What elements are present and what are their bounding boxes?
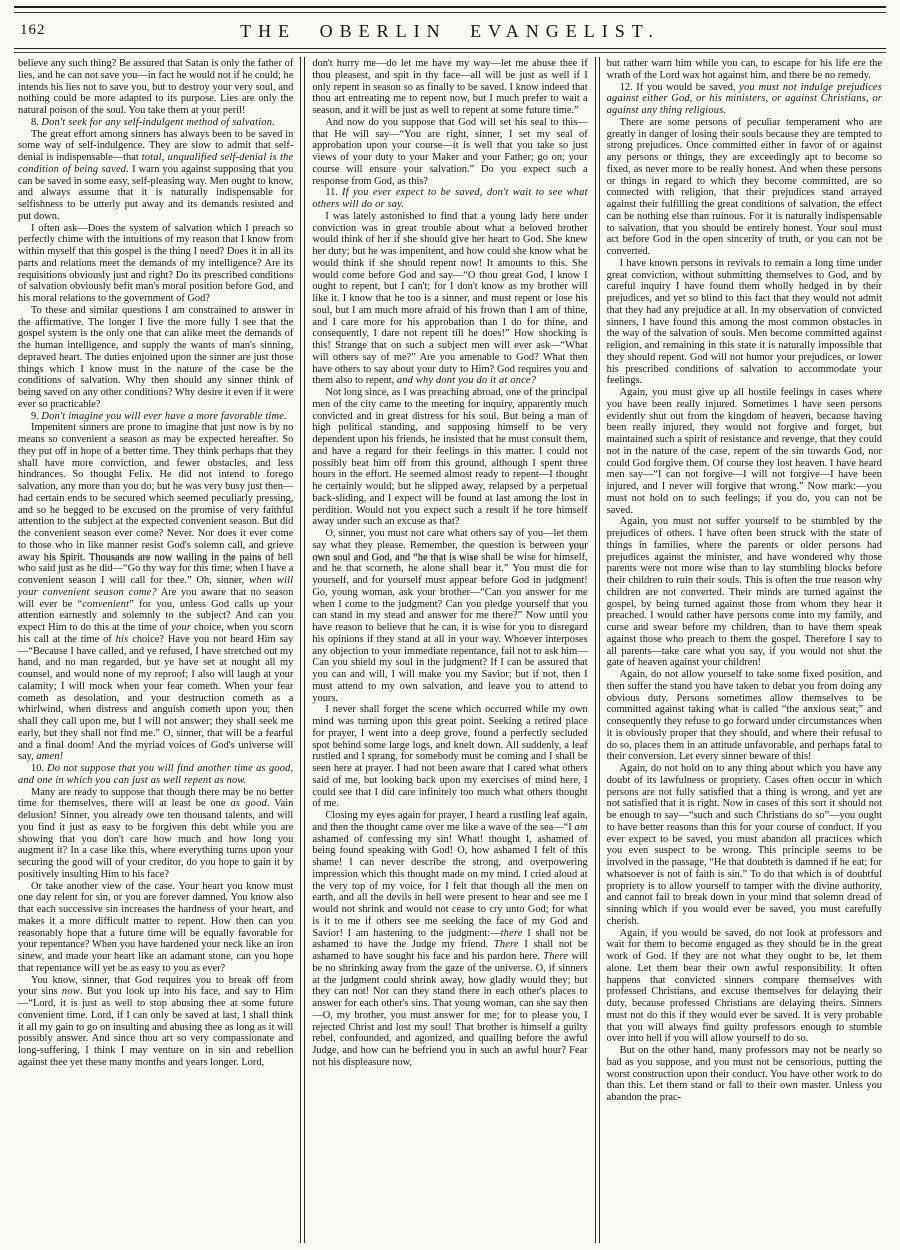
paragraph: I was lately astonished to find that a young lady here under conviction was in great trouble about what a beloved brother would think of her if she should give her heart to God. She knew her duty; but he was impenitent, and how could she know what he would think if she should repent now! It amounts to this. She would come before God and say—“O thou great God, I know I ought to repent, but I can't; for I don't know as my brother will like it. I know that he too is a sinner, and must repent or lose his soul, but I am much more afraid of his frown than I am of thine, and I care more for his approbation than I do for thine, and consequently, I dare not repent till he does!” How shocking is this! Strange that on such a subject men will ever ask—“What will others say of me?” Are you amenable to God? What then have others to say about your duty to Him? God requires you and them also to repent, and why dont you do it at once? [312, 210, 588, 387]
numbered-point: 9. Don't imagine you will ever have a more favorable time. [31, 410, 287, 422]
column-2 [306, 57, 593, 1243]
paragraph: Or take another view of the case. Your heart you know must one day relent for sin, or you are forever damned. You know also that each successive sin increases the hardness of your heart, and makes it a more difficult matter to repent. How then can you reasonably hope that a future time will be equally favorable for your repentance? When you have hardened your neck like an iron sinew, and made your heart like an adamant stone, can you hope that repentance will yet be as easy to you as ever? [18, 880, 294, 974]
column-1 [12, 57, 299, 1243]
paragraph: but rather warn him while you can, to escape for his life ere the wrath of the Lord wax hot against him, and there be no remedy. [606, 58, 882, 81]
paragraph: O, sinner, you must not care what others say of you—let them say what they please. Remember, the question is between your own soul and God, and “he that is wise shall be wise for himself, and he that scorneth, he alone shall bear it.” You must die for yourself, and for yourself must appear before God in judgment! Go, young woman, ask your brother—“Can you answer for me when I come to the judgment? Can you pledge yourself that you can stand in my stead and answer for me there?” Now until you have reason to believe that he can, it is wise for you to disregard his opinions if they stand at all in your way. Whoever interposes any objection to your immediate repentance, fail not to ask him—Can you shield my soul in the judgment? If I can be assured that you can and will, I will make you my Savior; but if not, then I must attend to my own salvation, and leave you to attend to yours. [312, 528, 588, 704]
paragraph: There are some persons of peculiar temperament who are greatly in danger of losing their souls because they are tempted to strong prejudices. Once committed either in favor of or against any persons or things, they are exceedingly apt to become so fixed, as never more to be really honest. And when these persons or things in regard to which they become committed, are so connected with religion, that their prejudices stand arrayed against their fulfilling the great conditions of salvation, the effect can be nothing else than ruinous. For it is naturally indispensable to salvation, that you should be entirely honest. Your soul must act before God in the open sincerity of truth, or you can not be converted. [606, 116, 882, 257]
paragraph: I never shall forget the scene which occurred while my own mind was turning upon this great point. Seeking a retired place for prayer, I went into a deep grove, found a perfectly secluded spot behind some large logs, and knelt down. All suddenly, a leaf rustled and I sprang, for somebody must be coming and I shall be seen here at prayer. I had not been aware that I cared what others said of me, but looking back upon my exercises of mind here, I could see that I did care infinitely too much what others thought of me. [312, 704, 588, 810]
top-double-rule [14, 6, 886, 13]
paragraph: Closing my eyes again for prayer, I heard a rustling leaf again, and then the thought came over me like a wave of the sea—“I am ashamed of confessing my sin! What! thought I, ashamed of being found speaking with God! O, how ashamed I felt of this shame! I can never describe the strong, and overpowering impression which this thought made on my mind. I cried aloud at the very top of my voice, for I felt that though all the men on earth, and all the devils in hell were present to hear and see me I would not shrink and would not cease to cry unto God; for what is it to me if others see me seeking the face of my God and Savior! I am hastening to the judgment:—there I shall not be ashamed to have the Judge my friend. There I shall not be ashamed to have sought his face and his pardon here. There will be no shrinking away from the gaze of the universe. O, if sinners at the judgment could shrink away, how gladly would they; but they can not! Nor can they stand there in each other's places to answer for each other's sins. That young woman, can she say then—O, my brother, you must answer for me; for to please you, I rejected Christ and lost my soul! That brother is himself a guilty rebel, confounded, and agonized, and quailing before the awful Judge, and how can he befriend you in such an awful hour? Fear not his displeasure now, [312, 810, 588, 1068]
paragraph: Not long since, as I was preaching abroad, one of the principal men of the city came to the meeting for inquiry, apparently much convicted and in great distress for his soul. But being a man of high political standing, and supposing himself to be very dependent upon his friends, he insisted that he must consult them, and have a regard for their feelings in this matter. I could not possibly beat him off from this ground, although I spent three hours in the effort. He seemed almost ready to repent—I thought he certainly would; but he slipped away, relapsed by a perpetual back-sliding, and I expect will be found at last among the lost in perdition. Would not you expect such a result if he tore himself away under such an excuse as that? [312, 387, 588, 528]
paragraph: To these and similar questions I am constrained to answer in the affirmative. The longer I live the more fully I see that the gospel system is the only one that can alike meet the demands of the human intelligence, and supply the wants of man's sinning, depraved heart. The duties enjoined upon the sinner are just those things which I know must in the nature of the case be the conditions of salvation. Why then should any sinner think of being saved on any other conditions? Why desire it even if it were ever so practicable? [18, 304, 294, 410]
page-number: 162 [20, 22, 46, 38]
paragraph: You know, sinner, that God requires you to break off from your sins now. But you look up into his face, and say to Him—“Lord, it is just as well to stop abusing thee at some future convenient time. Lord, if I can only be saved at last, I shall think it all my gain to go on insulting and abusing thee as long as it will possibly answer. And since thou art so very compassionate and long-suffering, I think I may venture on in sin and rebellion against thee yet these many months and years longer. Lord, [18, 974, 294, 1068]
paragraph: I often ask—Does the system of salvation which I preach so perfectly chime with the intuitions of my reason that I know from within myself that this gospel is the thing I need? Does it in all its parts and relations meet the demands of my intelligence? Are its requisitions obviously just and right? Do its prescribed conditions of salvation obviously befit man's moral position before God, and his moral relations to the government of God? [18, 222, 294, 304]
numbered-point: 8. Don't seek for any self-indulgent method of salvation. [31, 116, 275, 128]
paragraph: I have known persons in revivals to remain a long time under great conviction, without submitting themselves to God, and by careful inquiry I have found them wholly hedged in by their prejudices, and yet so blind to this fact that they would not admit that they had any prejudice at all. In my observation of convicted sinners, I have found this among the most common obstacles in the way of the salvation of souls. Men become committed against religion, and remaining in this state it is naturally impossible that they should repent. God will not humor your prejudices, or lower his prescribed conditions of salvation to accommodate your feelings. [606, 257, 882, 387]
column-3 [601, 57, 888, 1243]
paragraph: Again, do not allow yourself to take some fixed position, and then suffer the stand you have taken to debar you from doing any obvious duty. Persons sometimes allow themselves to be committed against taking what is called “the anxious seat;” and consequently they refuse to go forward under circumstances when it is obviously proper that they should, and where their refusal to do so, places them in an attitude unfavorable, and perhaps fatal to their conversion. Let every sinner beware of this! [606, 669, 882, 763]
numbered-point: 12. If you would be saved, you must not indulge prejudices against either God, or his ministers, or against Christians, or against any thing religious. [606, 81, 882, 116]
paragraph: Many are ready to suppose that though there may be no better time for themselves, there will at least be one as good. Vain delusion! Sinner, you already owe ten thousand talents, and will you find it just as easy to be forgiven this debt while you are showing that you don't care how much and how long you augment it? In a case like this, where everything turns upon your securing the good will of your creditor, do you hope to gain it by positively insulting Him to his face? [18, 786, 294, 880]
header-double-rule [14, 48, 886, 53]
paragraph: And now do you suppose that God will set his seal to this—that He will say—“You are right, sinner, I set my seal of approbation upon your course—it is well that you take so just views of your duty to your Maker and your Father; go on; your course will ensure your salvation.” Do you expect such a response from God, as this? [312, 116, 588, 187]
paragraph: Again, you must not suffer yourself to be stumbled by the prejudices of others. I have often been struck with the state of things in families, where the parents or older persons had prejudices against the minister, and have wondered why those parents were not more wise than to lay stumbling blocks before their children to ruin their souls. This is often the true reason why children are not converted. Their minds are turned against the gospel, by being turned against those from whom they hear it preached. I would rather have persons come into my family, and curse and swear before my children, than to have them speak against those who preach to them the gospel. Therefore I say to all parents—take care what you say, if you would not shut the gate of heaven against your children! [606, 516, 882, 669]
paragraph: believe any such thing? Be assured that Satan is only the father of lies, and he can not save you—in fact he would not if he could; he intends his lies not to save you, but to destroy your very soul, and nothing could be more adapted to its purpose. Lies are only the natural poison of the soul. You take them at your peril! [18, 58, 294, 116]
paragraph: Impenitent sinners are prone to imagine that just now is by no means so convenient a season as may be expected hereafter. So they put off in hope of a better time. They think perhaps that they shall have more conviction, and fewer obstacles, and less hindrances. So thought Felix. He did not intend to forego salvation, any more than you do; but he was very busy just then—had certain ends to be secured which seemed peculiarly pressing, and so he begged to be excused on the promise of very faithful attention to the subject at the expected convenient season. But did the convenient season ever come? Never. Nor does it ever come to those who in like manner resist God's solemn call, and grieve away his Spirit. Thousands are now wailing in the pains of hell who said just as he did—“Go thy way for this time; when I have a convenient season I will call for thee.” Oh, sinner, when will your convenient season come? Are you aware that no season will ever be “convenient” for you, unless God calls up your attention earnestly and solemnly to the subject? And can you expect Him to do this at the time of your choice, when you scorn his call at the time of his choice? Have you not heard Him say—“Because I have called, and ye refused, I have stretched out my hand, and no man regarded, but ye have set at nought all my counsel, and would none of my reproof; I also will laugh at your calamity; I will mock when your fear cometh. When your fear cometh as desolation, and your destruction cometh as a whirlwind, when distress and anguish cometh upon you; then shall they call upon me, but I will not answer; they shall seek me early, but they shall not find me.” O, sinner, that will be a fearful and a final doom! And the myriad voices of God's universe will say, amen! [18, 422, 294, 763]
paragraph: don't hurry me—do let me have my way—let me abuse thee if thou pleasest, and spit in thy face—all will be just as well if I only repent in season so as finally to be saved. I know indeed that thou art entreating me to repent now, but I much prefer to wait a season, and it will be just as well to repent at some future time.” [312, 58, 588, 116]
paragraph: But on the other hand, many professors may not be nearly so bad as you suppose, and you must not be censorious, putting the worst construction upon their conduct. You have other work to do than this. Let them stand or fall to their own master. Unless you abandon the prac- [606, 1045, 882, 1103]
paragraph: Again, you must give up all hostile feelings in cases where you have been really injured. Sometimes I have seen persons evidently shut out from the kingdom of heaven, because having been really injured, they would not forgive and forget, but maintained such a spirit of resistance and revenge, that they could not in the nature of the case, repent of the sin towards God, nor could God forgive them. Of course they lost heaven. I have heard men say—“I can not forgive—I will not forgive—I have been injured, and I never will forgive that wrong.” Now mark:—you must not hold on to such feelings; if you do, you can not be saved. [606, 387, 882, 516]
article-columns [12, 57, 888, 1243]
numbered-point: 10. Do not suppose that you will find another time as good, and one in which you can just as well repent as now. [18, 763, 294, 786]
column-divider-1 [300, 57, 305, 1243]
column-divider-2 [595, 57, 600, 1243]
paragraph: Again, if you would be saved, do not look at professors and wait for them to become engaged as they should be in the great work of God. If they are not what they ought to be, let them alone. Let them bear their own awful responsibility. It often happens that convicted sinners compare themselves with professed Christians, and excuse themselves for delaying their duty, because professed Christians are delaying theirs. Sinners must not do this if they would ever be saved. It is very probable that you will always find guilty professors enough to stumble over into hell if you will allow yourself to do so. [606, 927, 882, 1045]
paragraph: The great effort among sinners has always been to be saved in some way of self-indulgence. They are slow to admit that self-denial is indispensable—that total, unqualified self-denial is the condition of being saved. I warn you against supposing that you can be saved in some easy, self-pleasing way. Men ought to know, and always assume that it is naturally indispensable for selfishness to be utterly put away and its demands resisted and put down. [18, 128, 294, 222]
numbered-point: 11. If you ever expect to be saved, don't wait to see what others will do or say. [312, 187, 588, 210]
masthead [12, 16, 888, 46]
page-title: THE OBERLIN EVANGELIST. [240, 21, 660, 41]
paragraph: Again, do not hold on to any thing about which you have any doubt of its lawfulness or propriety. Cases often occur in which persons are not fully satisfied that a thing is wrong, and yet are not satisfied that it is right. Now in cases of this sort it should not be enough to say—“such and such Christians do so”—you ought to have better reasons than this for your course of conduct. If you ever expect to be saved, you must abandon all practices which you even suspect to be wrong. This principle seems to be involved in the passage, “He that doubteth is damned if he eat; for whatsoever is not of faith is sin.” To do that which is of doubtful propriety is to allow yourself to tamper with the divine authority, and cannot fail to break down in your mind that solemn dread of sinning which if you would ever be saved, you must carefully cherish. [606, 763, 882, 927]
